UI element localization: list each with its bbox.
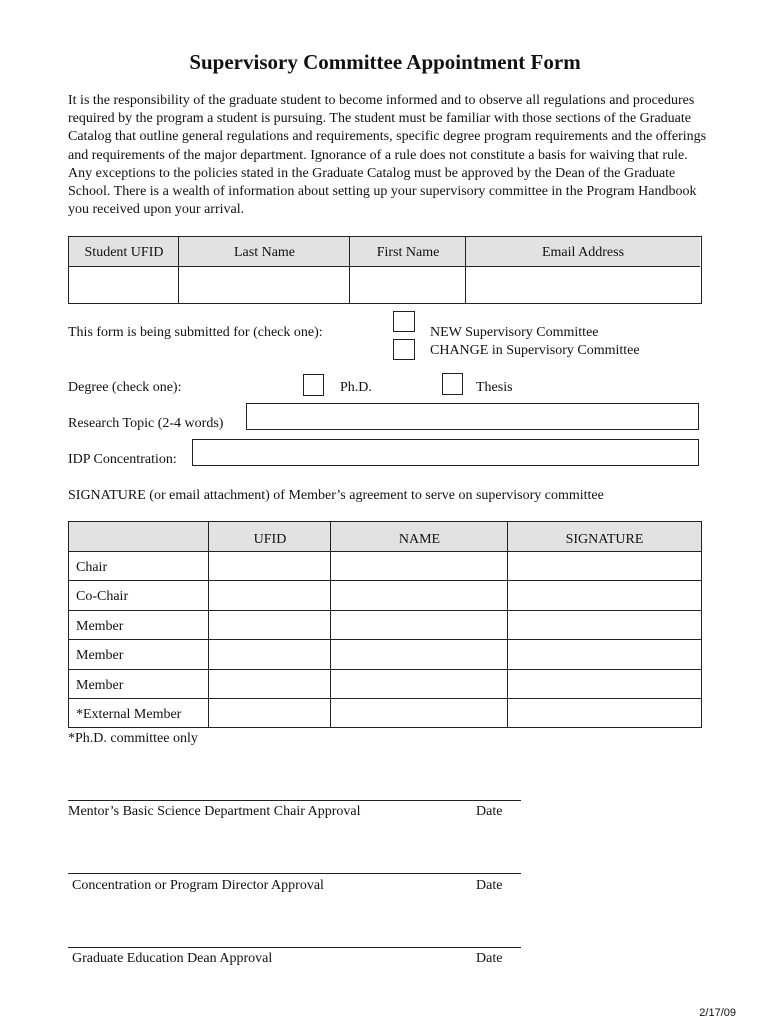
committee-row-member-1	[69, 611, 701, 641]
row-label-member: Member	[76, 677, 124, 693]
mentor-approval-label: Mentor’s Basic Science Department Chair Approval	[68, 804, 361, 819]
submission-type-label: This form is being submitted for (check one):	[68, 325, 323, 340]
director-approval-signature-line[interactable]	[68, 873, 521, 874]
row-label-chair: Chair	[76, 559, 108, 575]
column-divider	[349, 237, 350, 303]
instructions-paragraph: It is the responsibility of the graduate student to become informed and to observe all regulations and procedures required by the program a student is pursuing. The student must be familiar with those sections of the Graduate Catalog that outline general regulations and requirements, specific degree program requirements and the offerings and requirements of the major department. Ignorance of a rule does not constitute a basis for waiving that rule. Any exceptions to the policies stated in the Graduate Catalog must be approved by the Dean of the Graduate School. There is a wealth of information about setting up your supervisory committee in the Program Handbook you received upon your arrival.	[68, 93, 707, 218]
form-revision-date: 2/17/09	[699, 1007, 736, 1019]
thesis-option-label: Thesis	[476, 380, 513, 395]
mentor-approval-date-label: Date	[476, 804, 503, 819]
dean-approval-signature-line[interactable]	[68, 947, 521, 948]
idp-concentration-label: IDP Concentration:	[68, 452, 177, 467]
research-topic-input[interactable]	[246, 403, 699, 430]
committee-row-member-3	[69, 670, 701, 700]
first-name-field[interactable]	[350, 267, 466, 303]
new-committee-checkbox[interactable]	[393, 311, 415, 332]
committee-header-row	[69, 522, 701, 552]
director-approval-date-label: Date	[476, 878, 503, 893]
committee-row-co-chair	[69, 581, 701, 611]
new-committee-option-label: NEW Supervisory Committee	[430, 325, 599, 340]
row-label-external-member: *External Member	[76, 707, 182, 722]
phd-option-label: Ph.D.	[340, 380, 372, 395]
research-topic-label: Research Topic (2-4 words)	[68, 416, 224, 431]
column-divider	[178, 237, 179, 303]
phd-checkbox[interactable]	[303, 374, 324, 396]
header-ufid: UFID	[253, 532, 287, 547]
signature-instruction: SIGNATURE (or email attachment) of Member’s agreement to serve on supervisory committee	[68, 488, 604, 503]
column-divider	[330, 522, 331, 727]
change-committee-checkbox[interactable]	[393, 339, 415, 360]
page-title: Supervisory Committee Appointment Form	[189, 50, 581, 74]
header-last-name: Last Name	[179, 237, 350, 267]
committee-table	[68, 521, 702, 728]
row-label-co-chair: Co-Chair	[76, 589, 129, 604]
column-divider	[507, 522, 508, 727]
header-name: NAME	[398, 532, 441, 547]
committee-row-member-2	[69, 640, 701, 670]
header-email-address: Email Address	[466, 237, 700, 267]
email-address-field[interactable]	[466, 267, 700, 303]
director-approval-label: Concentration or Program Director Approval	[72, 878, 324, 893]
student-info-table	[68, 236, 702, 304]
header-signature: SIGNATURE	[565, 532, 644, 547]
thesis-checkbox[interactable]	[442, 373, 463, 395]
change-committee-option-label: CHANGE in Supervisory Committee	[430, 343, 640, 358]
dean-approval-date-label: Date	[476, 951, 503, 966]
committee-footnote: *Ph.D. committee only	[68, 731, 198, 746]
committee-row-chair	[69, 552, 701, 582]
header-first-name: First Name	[350, 237, 466, 267]
row-label-member: Member	[76, 618, 124, 634]
row-label-member: Member	[76, 648, 124, 663]
dean-approval-label: Graduate Education Dean Approval	[72, 951, 273, 966]
degree-label: Degree (check one):	[68, 380, 182, 395]
idp-concentration-input[interactable]	[192, 439, 699, 466]
mentor-approval-signature-line[interactable]	[68, 800, 521, 801]
committee-row-external-member	[69, 699, 701, 729]
student-ufid-field[interactable]	[69, 267, 179, 303]
column-divider	[208, 522, 209, 727]
last-name-field[interactable]	[179, 267, 350, 303]
column-divider	[465, 237, 466, 303]
header-student-ufid: Student UFID	[69, 237, 179, 267]
